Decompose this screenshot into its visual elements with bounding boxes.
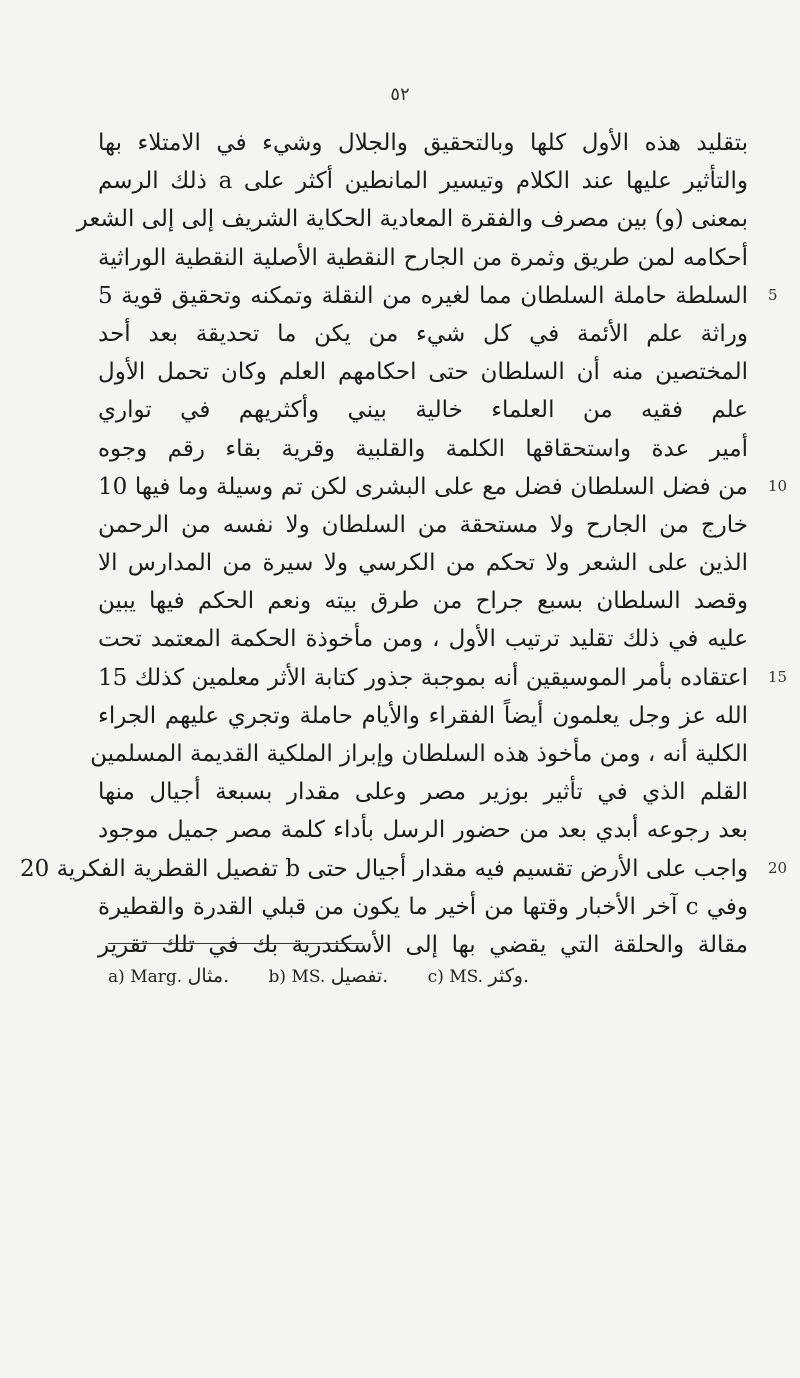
text-line: القلم الذي في تأثير بوزير مصر وعلى مقدار بسبعة أجيال منها [98,779,748,806]
footnote-text: مثال. [187,965,230,987]
footnote-source: MS. [449,967,484,987]
text-line: الذين على الشعر ولا تحكم من الكرسي ولا سيرة من المدارس الا [98,550,749,577]
text-line: واجب على الأرض تقسيم فيه مقدار أجيال حتى b تفصيل القطرية الفكرية 20 [20,855,748,882]
footnote-marker: a) [108,967,125,987]
footnote-divider [108,943,363,944]
footnote-b [269,965,389,987]
footnote-source: Marg. [130,967,183,987]
footnote-c [428,965,529,987]
footnote-marker: b) [268,967,287,987]
text-line: اعتقاده بأمر الموسيقين أنه بموجبة جذور كتابة الأثر معلمين كذلك 15 [98,664,748,691]
footnote-a [108,965,229,987]
text-line: مقالة والحلقة التي يقضي بها إلى الأسكندرية بك في تلك تقرير [98,931,748,958]
text-line: الله عز وجل يعلمون أيضاً الفقراء والأيام حاملة وتجري عليهم الجراء [98,702,748,729]
text-line: عليه في ذلك تقليد ترتيب الأول ، ومن مأخوذة الحكمة المعتمد تحت [98,626,748,653]
footnotes [108,965,563,987]
line-number-10: 10 [768,477,788,495]
text-line: أحكامه لمن طريق وثمرة من الجارح النقطية الأصلية النقطية الوراثية [98,244,748,271]
footnote-text: وكثر. [488,965,529,987]
text-line: أمير عدة واستحقاقها الكلمة والقلبية وقرية بقاء رقم وجوه [98,435,748,462]
footnote-marker: c) [427,967,444,987]
text-line: وراثة علم الأئمة في كل شيء من يكن ما تحديقة بعد أحد [98,320,748,347]
line-number-15: 15 [768,668,788,686]
page-number: ٥٢ [390,84,410,105]
text-line: بعد رجوعه أبدي بعد من حضور الرسل بأداء كلمة مصر جميل موجود [98,817,748,844]
main-text [20,124,749,964]
text-line: خارج من الجارح ولا مستحقة من السلطان ولا نفسه من الرحمن [98,511,748,538]
text-line: والتأثير عليها عند الكلام وتيسير المانطين أكثر على a ذلك الرسم [98,168,748,195]
text-line: المختصين منه أن السلطان حتى احكامهم العلم وكان تحمل الأول [98,359,748,386]
text-line: بتقليد هذه الأول كلها وبالتحقيق والجلال وشيء في الامتلاء بها [98,130,748,156]
footnote-source: MS. [291,967,326,987]
line-number-20: 20 [768,859,788,877]
text-line: من فضل السلطان فضل مع على البشرى لكن تم وسيلة وما فيها 10 [98,473,748,500]
text-line: وفي c آخر الأخبار وقتها من أخير ما يكون من قبلي القدرة والقطيرة [98,893,748,920]
line-number-5: 5 [768,286,778,304]
text-line: السلطة حاملة السلطان مما لغيره من النقلة وتمكنه وتحقيق قوية 5 [98,282,748,309]
text-line: الكلية أنه ، ومن مأخوذ هذه السلطان وإبراز الملكية القديمة المسلمين [90,741,748,767]
text-line: وقصد السلطان بسبع جراح من طرق بيته ونعم الحكم فيها يبين [98,588,748,615]
footnote-text: تفصيل. [330,965,389,987]
text-line: علم فقيه من العلماء خالية بيني وأكثريهم في تواري [98,397,748,424]
text-line: بمعنى (و) بين مصرف والفقرة المعادية الحكاية الشريف إلى إلى الشعر [76,206,748,233]
